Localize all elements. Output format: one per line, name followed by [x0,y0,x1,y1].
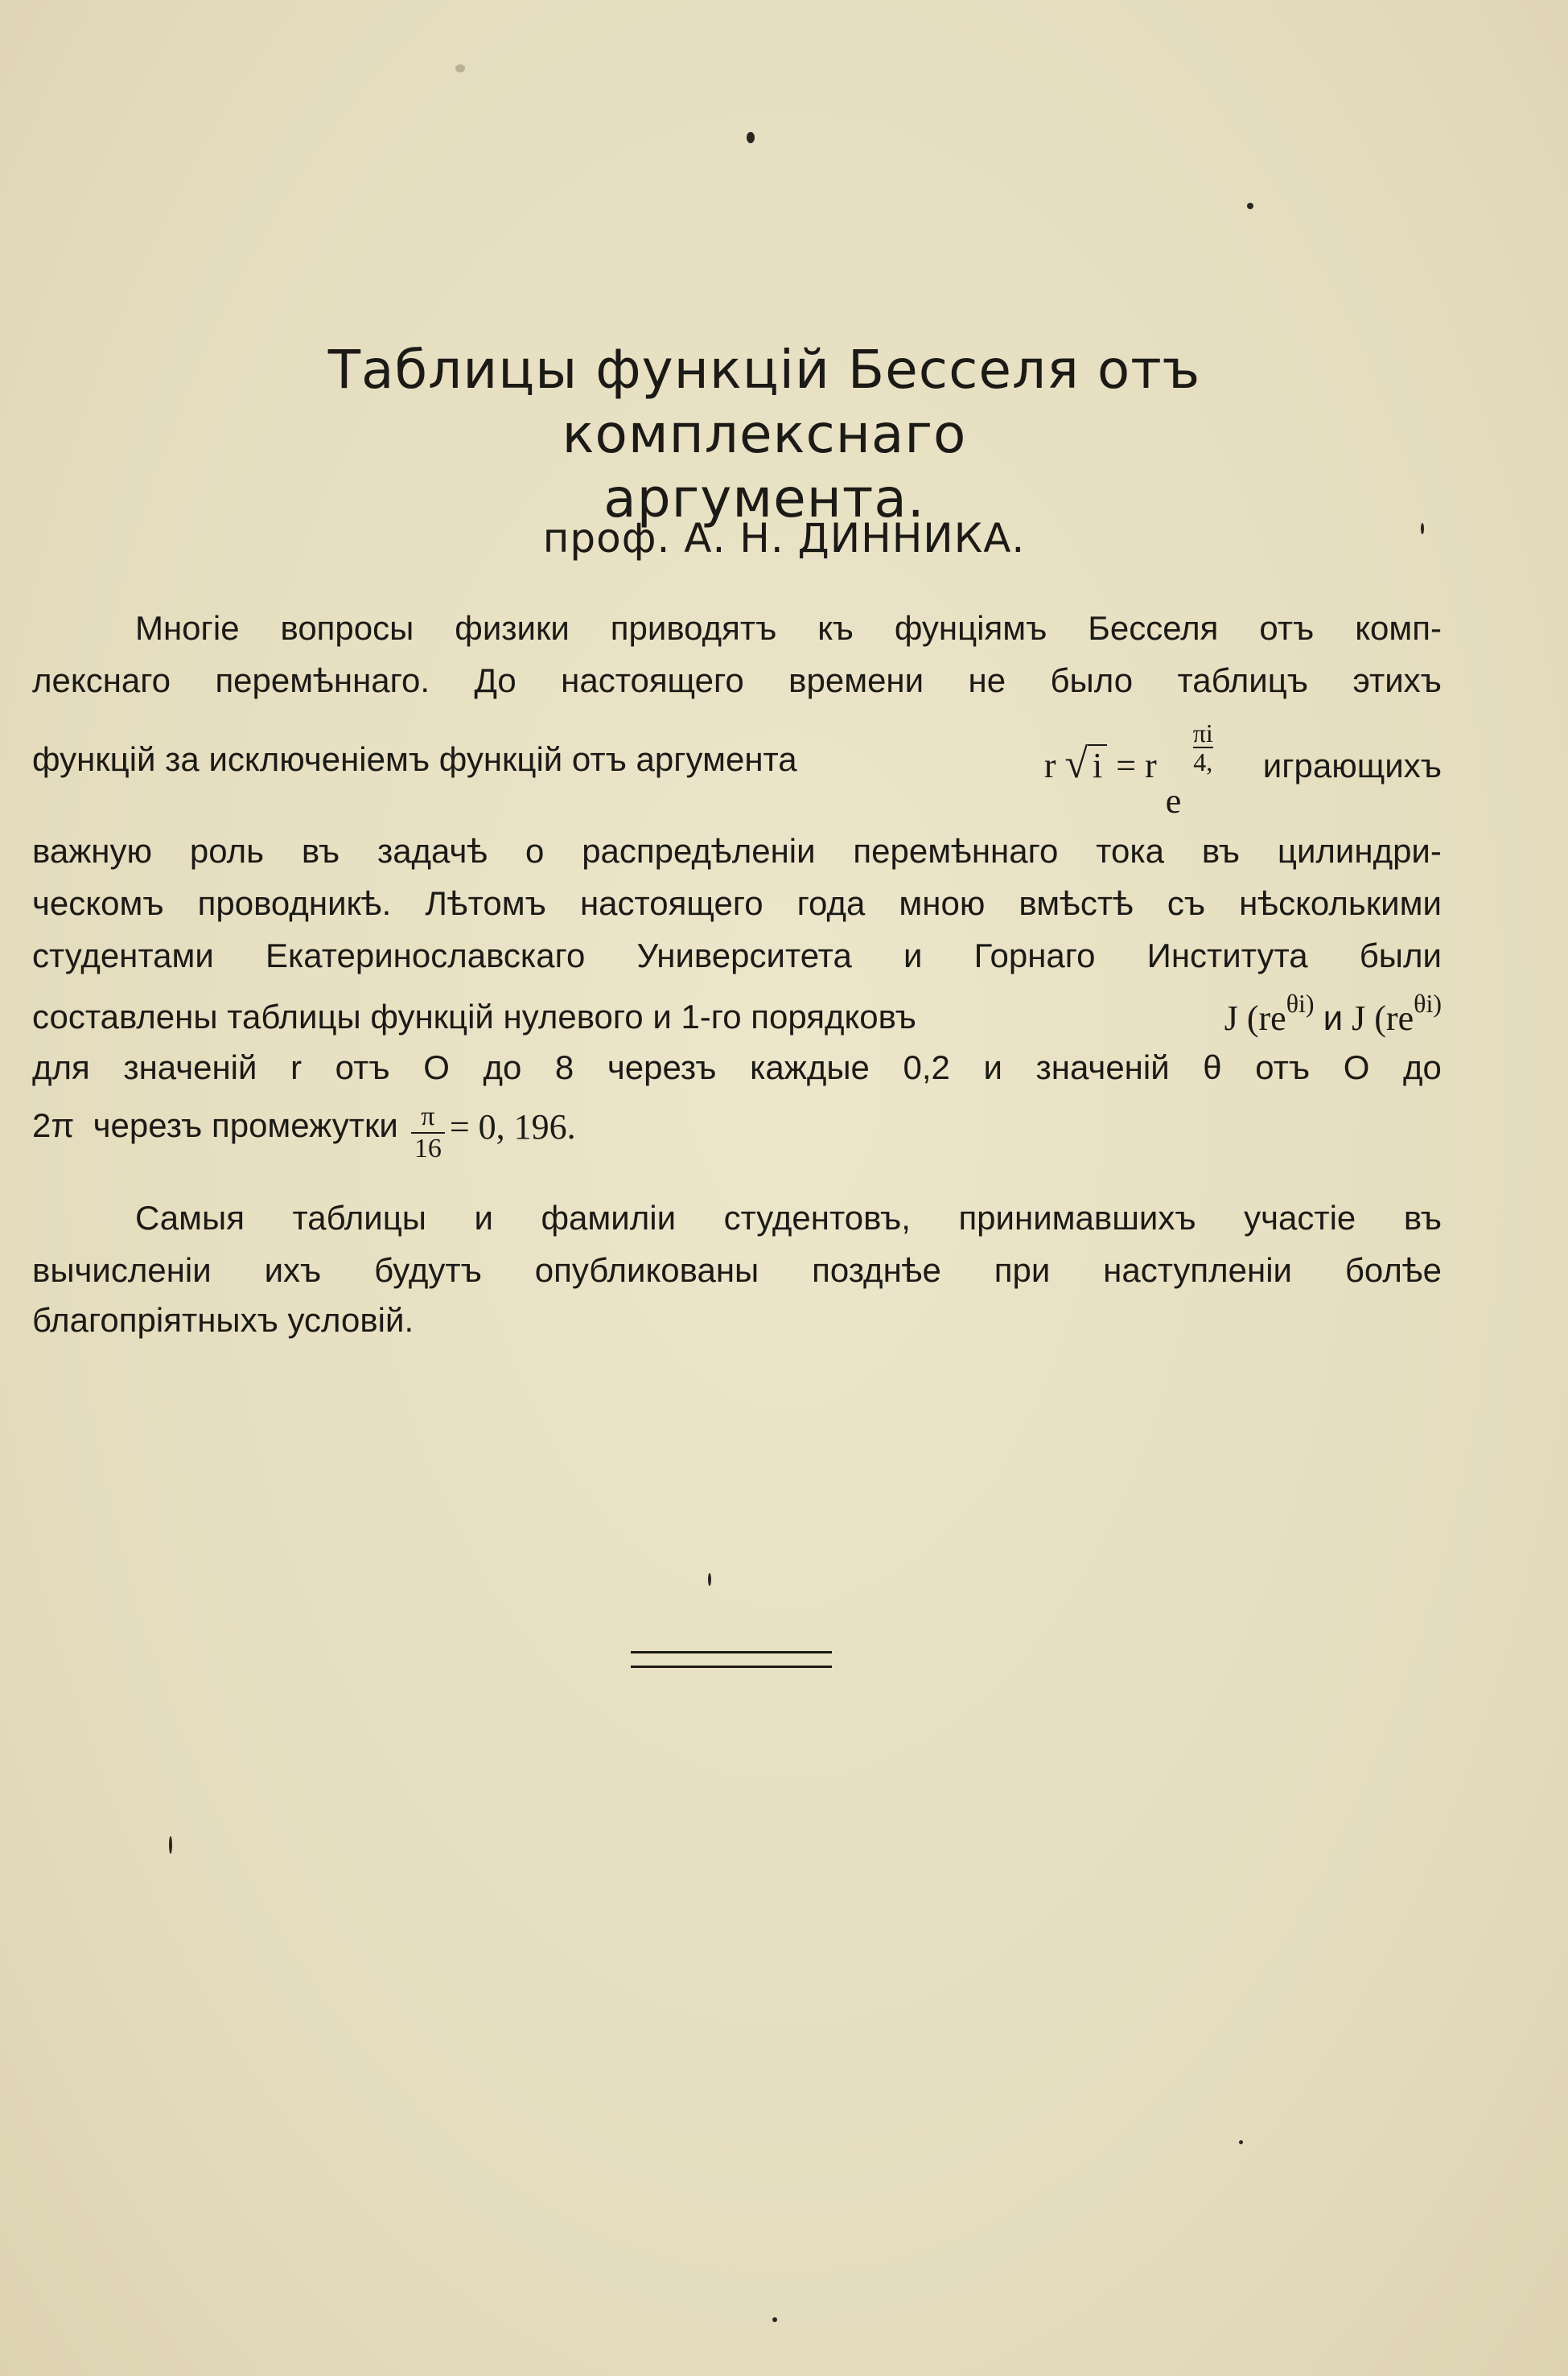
word: таблицъ [1177,661,1309,699]
word: тока [1096,832,1164,870]
word: было [1050,661,1134,699]
word: отъ [1259,609,1315,647]
paper-speck [708,1573,711,1586]
word: этихъ [1352,661,1442,699]
paper-speck [1421,523,1424,534]
word: настоящего [579,884,763,922]
word: и [983,1048,1002,1086]
word: лекснаго [32,661,171,699]
word: и [903,937,923,974]
word: съ [1167,884,1206,922]
word: принимавшихъ [958,1199,1196,1237]
word: студентовъ, [723,1199,911,1237]
word: О [423,1048,450,1086]
paragraph-1-line-5 [32,884,1442,923]
word: фунціямъ [894,609,1047,647]
word: роль [189,832,265,870]
fraction-denominator: 16 [414,1134,442,1163]
bessel-formula [1224,989,1442,1039]
paragraph-1-line-4 [32,832,1442,871]
double-rule-top [631,1651,832,1653]
line-9-text: 2π черезъ промежутки [32,1106,398,1144]
paper-speck [747,132,755,143]
paragraph-1-line-1 [135,609,1442,648]
word: Многіе [135,609,240,647]
pi-over-16-fraction [411,1102,445,1164]
line-3-tail: играющихъ [1262,747,1442,784]
word: были [1359,937,1442,974]
word: ческомъ [32,884,164,922]
bessel-exp-first: θi) [1286,989,1315,1018]
paragraph-2-line-3 [32,1301,1442,1340]
word: цилиндри- [1277,832,1442,870]
word: будутъ [374,1251,482,1289]
exp-base: e [1165,781,1182,821]
word: θ [1203,1048,1222,1086]
word: до [1403,1048,1442,1086]
line-7-text: составлены таблицы функцій нулевого и 1-го порядковъ [32,998,916,1036]
line-3-text: функцій за исключеніемъ функцій отъ аргумента [32,740,797,778]
word: ихъ [264,1251,322,1289]
word: участіе [1244,1199,1356,1237]
word: года [796,884,866,922]
word: въ [301,832,340,870]
formula-and: и [1323,999,1344,1038]
word: распредѣленіи [582,832,816,870]
word: значеній [1035,1048,1170,1086]
word: наступленіи [1103,1251,1292,1289]
article-title [121,338,1408,531]
word: каждые [750,1048,870,1086]
word: мною [899,884,986,922]
word: значеній [123,1048,257,1086]
paragraph-2-line-1 [135,1199,1442,1237]
word: болѣе [1344,1251,1442,1289]
title-line-1: Таблицы функцій Бесселя отъ комплекснаго [327,339,1201,465]
word: физики [455,609,570,647]
word: черезъ [607,1048,717,1086]
word: комп- [1355,609,1442,647]
word: времени [788,661,924,699]
paragraph-2-closing: благопріятныхъ условій. [32,1301,414,1339]
word: До [474,661,516,699]
word: Бесселя [1088,609,1219,647]
word: вопросы [280,609,414,647]
word: при [994,1251,1051,1289]
word: перемѣннаго [853,832,1059,870]
word: нѣсколькими [1239,884,1442,922]
bessel-j-second: J (re [1352,999,1414,1038]
word: вычисленіи [32,1251,212,1289]
word: Екатеринославскаго [265,937,586,974]
bessel-exp-second: θi) [1414,989,1442,1018]
paper-speck [1239,2140,1243,2144]
word: отъ [335,1048,390,1086]
paragraph-1-line-2 [32,661,1442,700]
paper-speck [772,2317,777,2322]
word: 8 [554,1048,574,1086]
word: вмѣстѣ [1019,884,1134,922]
exp-numerator: πi [1192,719,1213,747]
title-line-2: аргумента. [603,467,925,529]
paragraph-1-line-6 [32,937,1442,975]
word: проводникѣ. [197,884,392,922]
word: перемѣннаго. [215,661,430,699]
formula-r: r [1043,746,1056,785]
paragraph-1-line-7 [32,989,1442,1039]
exp-denominator: 4, [1193,747,1213,776]
word: Университета [636,937,852,974]
word: приводятъ [610,609,777,647]
paragraph-1-line-8 [32,1048,1442,1087]
word: задачѣ [377,832,488,870]
double-rule-bottom [631,1666,832,1668]
word: r [290,1048,302,1086]
bessel-j-first: J (re [1224,999,1286,1038]
paper-speck [169,1836,172,1854]
exponent-fraction [1193,719,1213,776]
word: настоящего [561,661,744,699]
paragraph-2-line-2 [32,1251,1442,1290]
word: О [1343,1048,1370,1086]
word: таблицы [292,1199,426,1237]
word: Горнаго [973,937,1096,974]
word: студентами [32,937,214,974]
author-line: проф. А. Н. ДИННИКА. [542,515,1026,562]
word: Института [1146,937,1308,974]
word: для [32,1048,90,1086]
word: о [525,832,545,870]
paper-speck [1247,203,1253,209]
paragraph-1-line-9 [32,1102,1442,1164]
word: позднѣе [812,1251,941,1289]
fraction-value: = 0, 196. [449,1107,576,1147]
paper-speck [455,64,465,72]
word: отъ [1255,1048,1311,1086]
word: въ [1201,832,1241,870]
word: важную [32,832,152,870]
formula-equals: = r [1116,746,1157,785]
word: въ [1403,1199,1442,1237]
word: не [968,661,1006,699]
word: къ [817,609,854,647]
radicand: i [1088,744,1107,785]
word: фамиліи [541,1199,677,1237]
word: 0,2 [903,1048,950,1086]
radical-sign: √ [1064,741,1089,787]
word: Лѣтомъ [425,884,546,922]
word: до [483,1048,522,1086]
word: Самыя [135,1199,245,1237]
word: опубликованы [534,1251,759,1289]
fraction-numerator: π [411,1102,445,1134]
word: и [474,1199,493,1237]
